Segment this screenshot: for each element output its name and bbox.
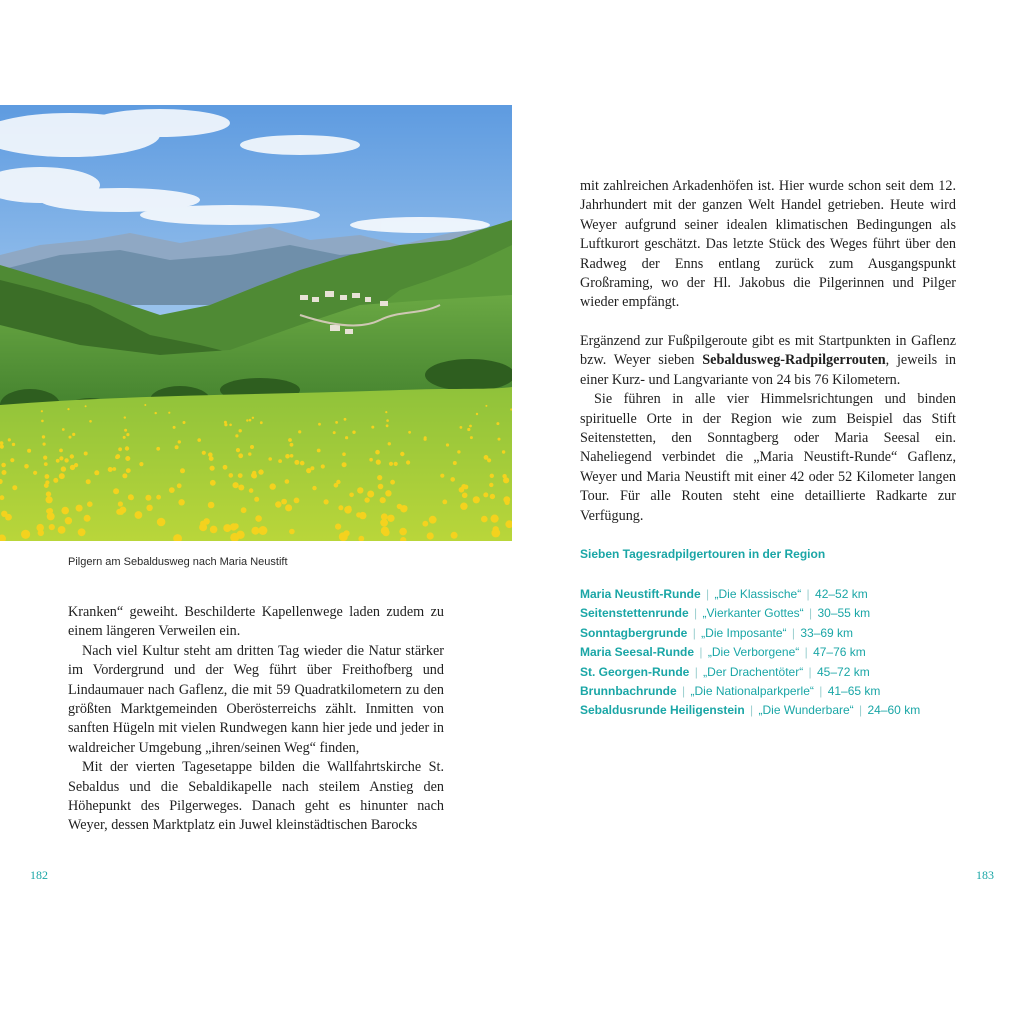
dandelion (476, 413, 478, 415)
dandelion (246, 419, 248, 421)
tour-distance: 47–76 km (813, 645, 866, 660)
dandelion (422, 521, 428, 527)
left-paragraph-1: Kranken“ geweiht. Beschilderte Kapellenwege laden zudem zu einem längeren Verweilen ein. (68, 604, 444, 640)
right-paragraph-2 (580, 332, 956, 390)
dandelion (248, 452, 251, 455)
tour-name: Brunnbachrunde (580, 684, 677, 699)
dandelion (12, 485, 17, 490)
tour-separator: | (804, 645, 808, 660)
dandelion (224, 421, 227, 424)
dandelion (490, 494, 495, 499)
dandelion (252, 473, 257, 478)
tour-nickname: „Die Klassische“ (714, 587, 802, 601)
left-page-text (68, 603, 444, 836)
dandelion (38, 530, 44, 536)
tour-separator: | (682, 684, 686, 699)
dandelion (493, 526, 499, 532)
dandelion (258, 526, 267, 535)
dandelion (255, 515, 262, 522)
tour-name: Sonntagbergrunde (580, 625, 688, 640)
dandelion (285, 504, 292, 511)
dandelion (342, 452, 346, 456)
dandelion (157, 518, 166, 527)
dandelion (289, 529, 295, 535)
dandelion (72, 433, 75, 436)
dandelion (357, 487, 363, 493)
dandelion (429, 516, 437, 524)
tour-separator: | (692, 625, 696, 640)
tour-distance: 33–69 km (800, 625, 854, 640)
dandelion (46, 491, 51, 496)
dandelion (175, 445, 179, 449)
dandelion (156, 495, 161, 500)
tour-separator: | (819, 684, 823, 699)
tour-nickname: „Die Verborgene“ (707, 645, 800, 660)
dandelion (275, 501, 281, 507)
dandelion (427, 532, 434, 539)
dandelion (1, 463, 6, 468)
dandelion (380, 519, 388, 527)
dandelion (321, 464, 325, 468)
dandelion (2, 470, 7, 475)
dandelion (352, 431, 355, 434)
dandelion (450, 477, 455, 482)
dandelion (462, 493, 468, 499)
dandelion (89, 420, 92, 423)
dandelion (371, 426, 374, 429)
photo-caption: Pilgern am Sebaldusweg nach Maria Neustift (68, 556, 288, 568)
dandelion (400, 505, 407, 512)
tour-nickname: „Die Imposante“ (701, 625, 787, 640)
dandelion (377, 475, 382, 480)
tour-item (580, 643, 1000, 662)
dandelion (115, 455, 119, 459)
dandelion (45, 480, 49, 484)
dandelion (258, 469, 263, 474)
dandelion (210, 480, 216, 486)
dandelion (375, 450, 380, 455)
dandelion (118, 447, 122, 451)
dandelion (376, 460, 381, 465)
dandelion (298, 430, 301, 433)
dandelion (285, 454, 290, 459)
dandelion (300, 461, 305, 466)
dandelion (146, 505, 152, 511)
dandelion (485, 405, 487, 407)
landscape-photo (0, 105, 512, 541)
dandelion (312, 486, 316, 490)
dandelion (250, 445, 254, 449)
right-paragraph-2-start: Ergänzend zur Fußpilgeroute gibt es mit Startpunkten in Gaflenz bzw. Weyer sieben (580, 333, 956, 369)
dandelion (58, 526, 66, 534)
dandelion (118, 501, 123, 506)
tours-heading: Sieben Tagesradpilgertouren in der Region (580, 547, 826, 561)
dandelion (318, 423, 321, 426)
dandelion (41, 420, 44, 423)
tour-separator: | (806, 587, 810, 601)
dandelion (335, 524, 341, 530)
dandelion (496, 422, 499, 425)
dandelion (124, 429, 127, 432)
dandelion (169, 487, 175, 493)
dandelion (197, 438, 201, 442)
tour-item (580, 701, 1000, 720)
dandelion (380, 497, 386, 503)
dandelion (24, 464, 29, 469)
dandelion (251, 527, 259, 535)
dandelion (344, 530, 350, 536)
dandelion (180, 468, 185, 473)
dandelion (113, 488, 119, 494)
radpilgerrouten-term: Sebaldusweg-Radpilgerrouten (702, 352, 886, 369)
dandelion (278, 459, 282, 463)
dandelion (61, 466, 66, 471)
right-page-text-bottom (580, 332, 956, 526)
dandelion (5, 515, 10, 520)
dandelion (145, 495, 151, 501)
dandelion (406, 460, 410, 464)
dandelion (84, 452, 88, 456)
dandelion (394, 462, 398, 466)
dandelion (460, 503, 467, 510)
tour-distance: 41–65 km (827, 684, 881, 699)
dandelion (203, 518, 210, 525)
dandelion (10, 458, 14, 462)
tour-distance: 42–52 km (815, 587, 868, 601)
dandelion (489, 483, 493, 487)
dandelion (112, 467, 116, 471)
dandelion (78, 528, 86, 536)
dandelion (155, 412, 157, 414)
dandelion (460, 426, 463, 429)
dandelion (249, 419, 252, 422)
dandelion (123, 436, 126, 439)
tour-nickname: „Die Nationalparkperle“ (690, 684, 814, 699)
tour-separator: | (750, 703, 754, 718)
dandelion (70, 454, 74, 458)
tour-separator: | (808, 664, 812, 679)
tour-name: St. Georgen-Runde (580, 664, 690, 679)
dandelion (408, 431, 411, 434)
tour-nickname: „Der Drachentöter“ (703, 664, 804, 679)
dandelion (46, 496, 53, 503)
dandelion (135, 511, 143, 519)
page-number-left: 182 (30, 868, 48, 882)
tour-separator: | (694, 664, 698, 679)
dandelion (41, 410, 43, 412)
dandelion (344, 506, 352, 514)
dandelion (42, 435, 45, 438)
dandelion (183, 421, 186, 424)
dandelion (464, 485, 469, 490)
dandelion (400, 452, 404, 456)
dandelion (43, 456, 47, 460)
dandelion (386, 424, 389, 427)
dandelion (484, 455, 489, 460)
dandelion (342, 462, 347, 467)
dandelion (369, 458, 373, 462)
dandelion (270, 483, 276, 489)
dandelion (389, 462, 393, 466)
dandelion (473, 496, 480, 503)
dandelion (85, 405, 87, 407)
dandelion (294, 498, 300, 504)
dandelion (64, 458, 68, 462)
dandelion (126, 468, 131, 473)
right-paragraph-2-end: , jeweils in einer Kurz- und Langvariante von 24 bis 76 Kilometern. (580, 352, 956, 388)
dandelion (481, 516, 488, 523)
dandelion (390, 480, 395, 485)
dandelion (294, 460, 299, 465)
tour-item (580, 624, 1000, 643)
dandelion (8, 438, 11, 441)
left-paragraph-2: Nach viel Kultur steht am dritten Tag wieder die Natur stärker im Vordergrund und der Weg führt über Freithofberg und Lindaumauer nach Gaflenz, die mit 59 Quadratkilometern zu den größten Marktgemeinden Oberösterreichs zählt. Inmitten von sanften Hügeln mit vielen Rundwegen kann hier jede und jeder in waldreicher Umgebung „ihren/seinen Weg“ finden, (68, 642, 444, 756)
dandelion (290, 443, 294, 447)
dandelion (21, 530, 30, 539)
dandelion (59, 456, 63, 460)
dandelion (385, 411, 387, 413)
dandelion (260, 421, 263, 424)
dandelion (84, 515, 91, 522)
dandelion (241, 507, 247, 513)
dandelion (223, 524, 231, 532)
dandelion (120, 507, 127, 514)
dandelion (290, 454, 294, 458)
dandelion (61, 507, 69, 515)
dandelion (490, 474, 494, 478)
dandelion (233, 482, 239, 488)
dandelion (387, 515, 394, 522)
dandelion (239, 429, 242, 432)
dandelion (359, 512, 366, 519)
dandelion (453, 461, 457, 465)
dandelion (76, 505, 83, 512)
dandelion (144, 404, 146, 406)
dandelion (338, 505, 343, 510)
dandelion (252, 417, 254, 419)
dandelion (208, 502, 215, 509)
tour-name: Seitenstettenrunde (580, 606, 689, 621)
left-paragraph-3: Mit der vierten Tagesetappe bilden die Wallfahrtskirche St. Sebaldus und die Sebaldikapelle nach steilem Anstieg den Höhepunkt des Pilgerweges. Danach geht es hinunter nach Weyer, dessen Marktplatz ein Juwel kleinstädtischen Barocks (68, 759, 444, 834)
dandelion (210, 526, 218, 534)
dandelion (442, 500, 447, 505)
dandelion (378, 484, 384, 490)
dandelion (385, 490, 391, 496)
dandelion (44, 462, 48, 466)
dandelion (446, 443, 449, 446)
tour-item (580, 663, 1000, 682)
dandelion (505, 500, 510, 505)
dandelion (498, 438, 501, 441)
dandelion (86, 479, 91, 484)
dandelion (69, 436, 72, 439)
dandelion (470, 436, 473, 439)
dandelion (344, 418, 347, 421)
dandelion (62, 428, 65, 431)
dandelion (467, 428, 470, 431)
tour-separator: | (809, 606, 813, 621)
dandelion (65, 517, 72, 524)
dandelion (47, 512, 55, 520)
dandelion (238, 485, 244, 491)
dandelion (334, 483, 339, 488)
dandelion (288, 438, 292, 442)
dandelion (27, 449, 31, 453)
dandelion (229, 473, 234, 478)
tour-item (580, 604, 1000, 623)
page-number-right: 183 (976, 868, 994, 882)
dandelion (469, 425, 472, 428)
dandelion (503, 477, 509, 483)
tour-name: Maria Seesal-Runde (580, 645, 695, 660)
dandelion (310, 466, 314, 470)
dandelion (59, 473, 65, 479)
dandelion (173, 426, 176, 429)
dandelion (381, 527, 389, 535)
right-paragraph-3: Sie führen in alle vier Himmelsrichtungen und binden spirituelle Orte in der Region wie zum Beispiel das Stift Seitenstetten, den Sonntagberg oder Maria Seesal ein. Naheliegend verbindet die „Maria Neustift-Runde“ Gaflenz, Weyer und Maria Neustift mit einer 42 oder 52 Kilometer langen Tour. Für alle Routen steht eine detaillierte Radkarte zur Verfügung. (580, 391, 956, 524)
dandelion (125, 446, 129, 450)
dandelion (12, 443, 15, 446)
dandelion (124, 416, 126, 418)
dandelion (367, 491, 374, 498)
dandelion (388, 442, 391, 445)
dandelion (238, 453, 243, 458)
dandelion (125, 456, 130, 461)
dandelion (502, 450, 505, 453)
dandelion (459, 487, 465, 493)
tour-nickname: „Die Wunderbare“ (758, 703, 854, 718)
tour-distance: 30–55 km (817, 606, 871, 621)
dandelion (457, 450, 460, 453)
dandelion (440, 474, 444, 478)
dandelion (139, 462, 143, 466)
tour-item (580, 585, 1000, 604)
tour-nickname: „Vierkanter Gottes“ (702, 606, 804, 621)
tour-name: Sebaldusrunde Heiligenstein (580, 703, 745, 718)
dandelion (223, 465, 228, 470)
dandelion (236, 531, 244, 539)
dandelion (126, 433, 129, 436)
tour-name: Maria Neustift-Runde (580, 587, 701, 601)
dandelion (168, 412, 170, 414)
dandelion (345, 436, 348, 439)
dandelion (53, 478, 58, 483)
dandelion (249, 488, 254, 493)
dandelion (317, 449, 321, 453)
dandelion (285, 479, 290, 484)
dandelion (349, 493, 354, 498)
dandelion (74, 463, 78, 467)
dandelion (59, 449, 63, 453)
dandelion (67, 408, 69, 410)
tour-separator: | (699, 645, 703, 660)
dandelion (156, 447, 160, 451)
tour-distance: 24–60 km (867, 703, 921, 718)
dandelion (108, 467, 113, 472)
dandelion (202, 451, 206, 455)
dandelion (122, 473, 127, 478)
tours-list (580, 585, 1000, 721)
dandelion (49, 524, 55, 530)
tour-separator: | (694, 606, 698, 621)
dandelion (324, 499, 329, 504)
dandelion (56, 459, 60, 463)
dandelion (424, 438, 427, 441)
dandelion (94, 470, 99, 475)
right-page-text-top (580, 177, 956, 313)
dandelion (491, 515, 499, 523)
dandelion (33, 471, 37, 475)
dandelion (129, 495, 134, 500)
tour-separator: | (859, 703, 863, 718)
dandelion (43, 443, 46, 446)
dandelion (281, 499, 287, 505)
dandelion (364, 497, 369, 502)
dandelion (335, 421, 338, 424)
dandelion (451, 532, 458, 539)
dandelion (209, 456, 214, 461)
dandelion (233, 523, 239, 529)
dandelion (229, 424, 232, 427)
tour-separator: | (791, 625, 795, 640)
dandelion (333, 431, 336, 434)
dandelion (178, 440, 181, 443)
dandelion (268, 457, 272, 461)
dandelion (210, 466, 215, 471)
dandelion (238, 473, 243, 478)
tour-separator: | (706, 587, 710, 601)
tour-item (580, 682, 1000, 701)
dandelion (235, 434, 238, 437)
dandelion (178, 499, 184, 505)
dandelion (483, 492, 488, 497)
dandelion (254, 497, 259, 502)
tour-distance: 45–72 km (817, 664, 870, 679)
dandelion (45, 474, 50, 479)
dandelion (87, 501, 93, 507)
dandelion (236, 448, 240, 452)
dandelion (399, 528, 407, 536)
dandelion (177, 483, 182, 488)
landscape-photo-svg (0, 105, 512, 541)
right-paragraph-1: mit zahlreichen Arkadenhöfen ist. Hier wurde schon seit dem 12. Jahrhundert mit der ganzen Welt Handel getrieben. Heute wird Weyer aufgrund seiner idealen klimatischen Bedingungen als Luftkurort geschätzt. Das letzte Stück des Weges führt über den Radweg der Enns entlang zurück zum Ausgangspunkt Großraming, wo der Hl. Jakobus die Pilgerinnen und Pilger wieder empfängt. (580, 178, 956, 311)
dandelion (386, 419, 389, 422)
